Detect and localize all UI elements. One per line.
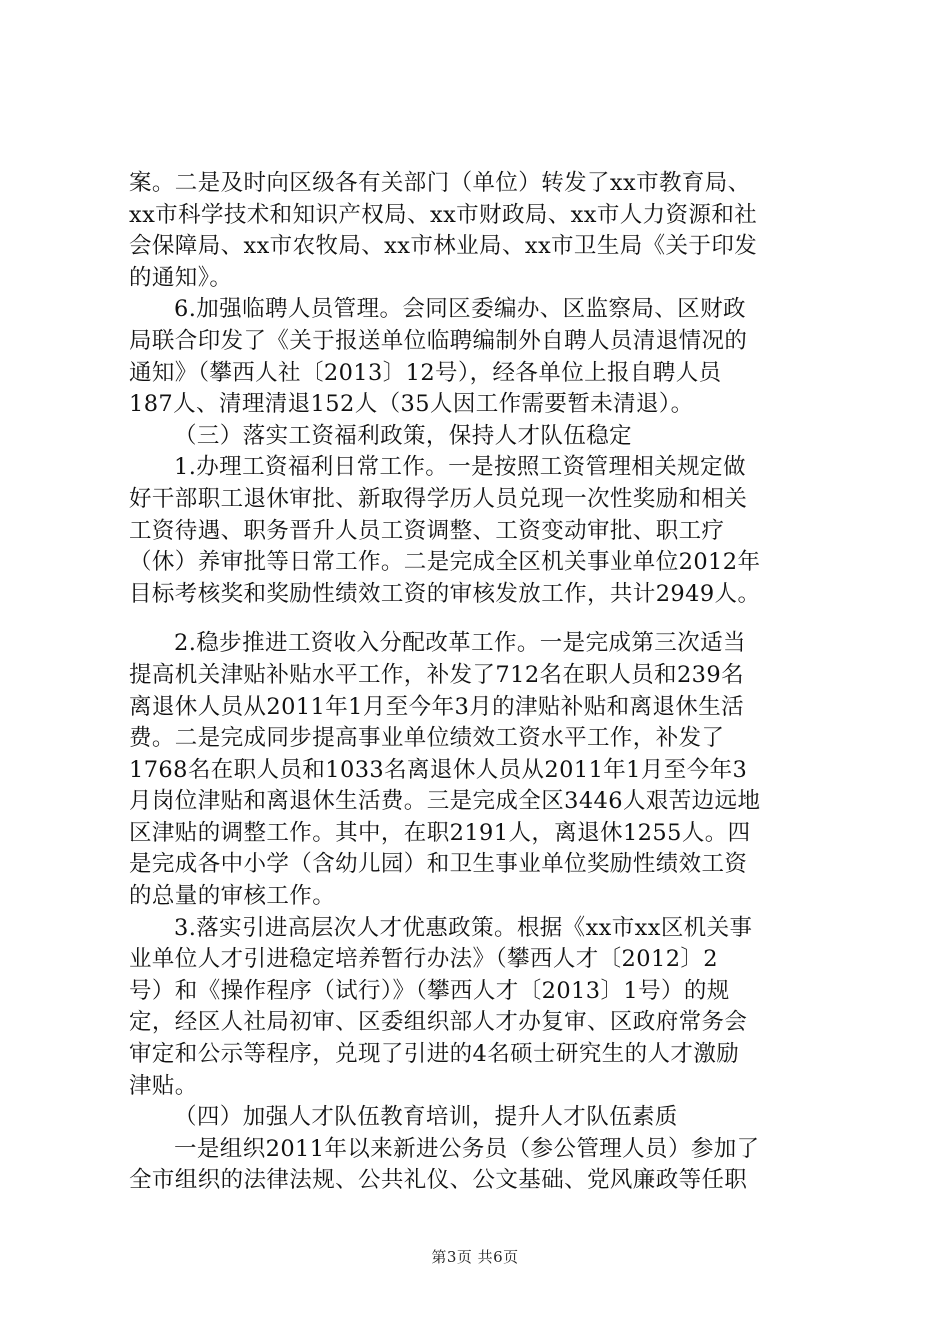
text-line: 提高机关津贴补贴水平工作，补发了712名在职人员和239名 [129,661,744,688]
text-line: 费。二是完成同步提高事业单位绩效工资水平工作，补发了 [129,725,725,752]
text-line: 津贴。 [129,1072,198,1099]
text-line: 区津贴的调整工作。其中，在职2191人，离退休1255人。四 [129,819,751,846]
paragraph-start: 一是组织2011年以来新进公务员（参公管理人员）参加了 [174,1135,760,1162]
text-line: 会保障局、xx市农牧局、xx市林业局、xx市卫生局《关于印发 [129,233,758,260]
text-line: 全市组织的法律法规、公共礼仪、公文基础、党风廉政等任职 [129,1167,748,1194]
text-line: 的总量的审核工作。 [129,883,336,910]
text-line: 1768名在职人员和1033名离退休人员从2011年1月至今年3 [129,756,748,783]
text-line: 离退休人员从2011年1月至今年3月的津贴补贴和离退休生活 [129,693,744,720]
text-line: xx市科学技术和知识产权局、xx市财政局、xx市人力资源和社 [129,201,758,228]
paragraph-start: 2.稳步推进工资收入分配改革工作。一是完成第三次适当 [174,630,746,657]
text-line: 案。二是及时向区级各有关部门（单位）转发了xx市教育局、 [129,170,751,196]
text-line: 定，经区人社局初审、区委组织部人才办复审、区政府常务会 [129,1009,748,1036]
text-line: 的通知》。 [129,264,233,291]
text-line: 通知》（攀西人社〔2013〕12号），经各单位上报自聘人员 [129,359,722,386]
page-number-footer: 第3页 共6页 [431,1248,519,1266]
text-line: 目标考核奖和奖励性绩效工资的审核发放工作，共计2949人。 [129,580,761,607]
text-line: 审定和公示等程序，兑现了引进的4名硕士研究生的人才激励 [129,1041,740,1068]
paragraph-gap [129,610,829,628]
paragraph-start: 3.落实引进高层次人才优惠政策。根据《xx市xx区机关事 [174,914,753,941]
document-body [129,168,829,1197]
section-heading: （三）落实工资福利政策，保持人才队伍稳定 [174,422,633,449]
text-line: 好干部职工退休审批、新取得学历人员兑现一次性奖励和相关 [129,485,748,512]
text-line: 局联合印发了《关于报送单位临聘编制外自聘人员清退情况的 [129,327,748,354]
text-line: 是完成各中小学（含幼儿园）和卫生事业单位奖励性绩效工资 [129,851,748,878]
text-line: 月岗位津贴和离退休生活费。三是完成全区3446人艰苦边远地 [129,788,761,815]
text-line: 业单位人才引进稳定培养暂行办法》（攀西人才〔2012〕2 [129,946,719,973]
section-heading: （四）加强人才队伍教育培训，提升人才队伍素质 [174,1104,678,1131]
text-line: 号）和《操作程序（试行）》（攀西人才〔2013〕1号）的规 [129,977,730,1004]
paragraph-start: 1.办理工资福利日常工作。一是按照工资管理相关规定做 [174,454,746,481]
text-line: 工资待遇、职务晋升人员工资调整、工资变动审批、职工疗 [129,517,725,544]
paragraph-start: 6.加强临聘人员管理。会同区委编办、区监察局、区财政 [174,296,746,323]
text-line: （休）养审批等日常工作。二是完成全区机关事业单位2012年 [129,549,761,576]
text-line: 187人、清理清退152人（35人因工作需要暂未清退）。 [129,391,694,418]
